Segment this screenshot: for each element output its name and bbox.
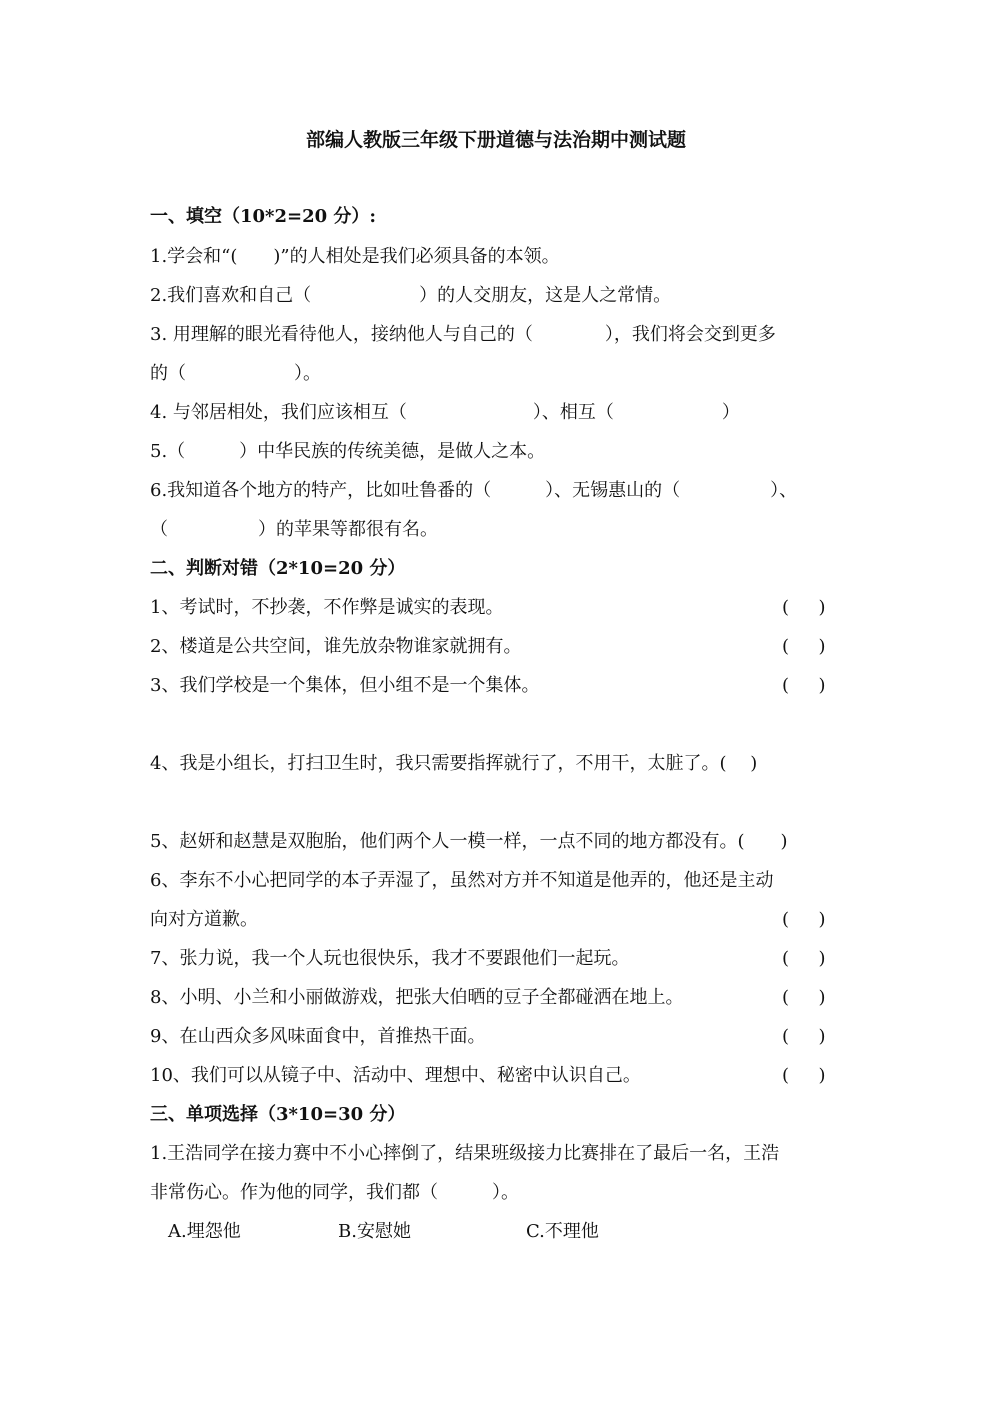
fill-blank-question-continued: （ ）的苹果等都很有名。 xyxy=(150,519,438,540)
fill-blank-question: 6.我知道各个地方的特产，比如吐鲁番的（ ）、无锡惠山的（ ）、 xyxy=(150,480,798,501)
fill-blank-question: 3. 用理解的眼光看待他人，接纳他人与自己的（ ），我们将会交到更多 xyxy=(150,324,776,345)
true-false-question-continued: 向对方道歉。 xyxy=(150,909,258,930)
document-title: 部编人教版三年级下册道德与法治期中测试题 xyxy=(305,129,686,151)
fill-blank-question: 2.我们喜欢和自己（ ）的人交朋友，这是人之常情。 xyxy=(150,285,672,306)
answer-bracket: ( ) xyxy=(782,948,826,969)
true-false-question: 3、我们学校是一个集体，但小组不是一个集体。 xyxy=(150,675,540,696)
choice-option-a: A.埋怨他 xyxy=(168,1221,241,1242)
answer-bracket: ( ) xyxy=(782,987,826,1008)
true-false-question: 8、小明、小兰和小丽做游戏，把张大伯晒的豆子全都碰洒在地上。 xyxy=(150,987,684,1008)
true-false-question: 5、赵妍和赵慧是双胞胎，他们两个人一模一样，一点不同的地方都没有。( ) xyxy=(150,831,788,852)
answer-bracket: ( ) xyxy=(782,597,826,618)
fill-blank-question: 1.学会和“( )”的人相处是我们必须具备的本领。 xyxy=(150,246,560,267)
true-false-question: 1、考试时，不抄袭，不作弊是诚实的表现。 xyxy=(150,597,504,618)
multiple-choice-question: 1.王浩同学在接力赛中不小心摔倒了，结果班级接力比赛排在了最后一名，王浩 xyxy=(150,1143,780,1164)
section-heading-true-false: 二、判断对错（2*10=20 分） xyxy=(150,558,406,579)
choice-option-c: C.不理他 xyxy=(526,1221,599,1242)
answer-bracket: ( ) xyxy=(782,1065,826,1086)
answer-bracket: ( ) xyxy=(782,1026,826,1047)
answer-bracket: ( ) xyxy=(782,909,826,930)
section-heading-fill-blank: 一、填空（10*2=20 分）: xyxy=(150,206,377,227)
true-false-question: 6、李东不小心把同学的本子弄湿了，虽然对方并不知道是他弄的，他还是主动 xyxy=(150,870,774,891)
true-false-question: 9、在山西众多风味面食中，首推热干面。 xyxy=(150,1026,486,1047)
true-false-question: 4、我是小组长，打扫卫生时，我只需要指挥就行了，不用干，太脏了。( ) xyxy=(150,753,758,774)
multiple-choice-question-continued: 非常伤心。作为他的同学，我们都（ ）。 xyxy=(150,1182,519,1203)
section-heading-multiple-choice: 三、单项选择（3*10=30 分） xyxy=(150,1104,406,1125)
fill-blank-question: 5.（ ）中华民族的传统美德，是做人之本。 xyxy=(150,441,546,462)
fill-blank-question: 4. 与邻居相处，我们应该相互（ ）、相互（ ） xyxy=(150,402,740,423)
choice-option-b: B.安慰她 xyxy=(338,1221,411,1242)
answer-bracket: ( ) xyxy=(782,636,826,657)
true-false-question: 7、张力说，我一个人玩也很快乐，我才不要跟他们一起玩。 xyxy=(150,948,630,969)
true-false-question: 2、楼道是公共空间，谁先放杂物谁家就拥有。 xyxy=(150,636,522,657)
fill-blank-question-continued: 的（ ）。 xyxy=(150,363,321,384)
answer-bracket: ( ) xyxy=(782,675,826,696)
true-false-question: 10、我们可以从镜子中、活动中、理想中、秘密中认识自己。 xyxy=(150,1065,641,1086)
